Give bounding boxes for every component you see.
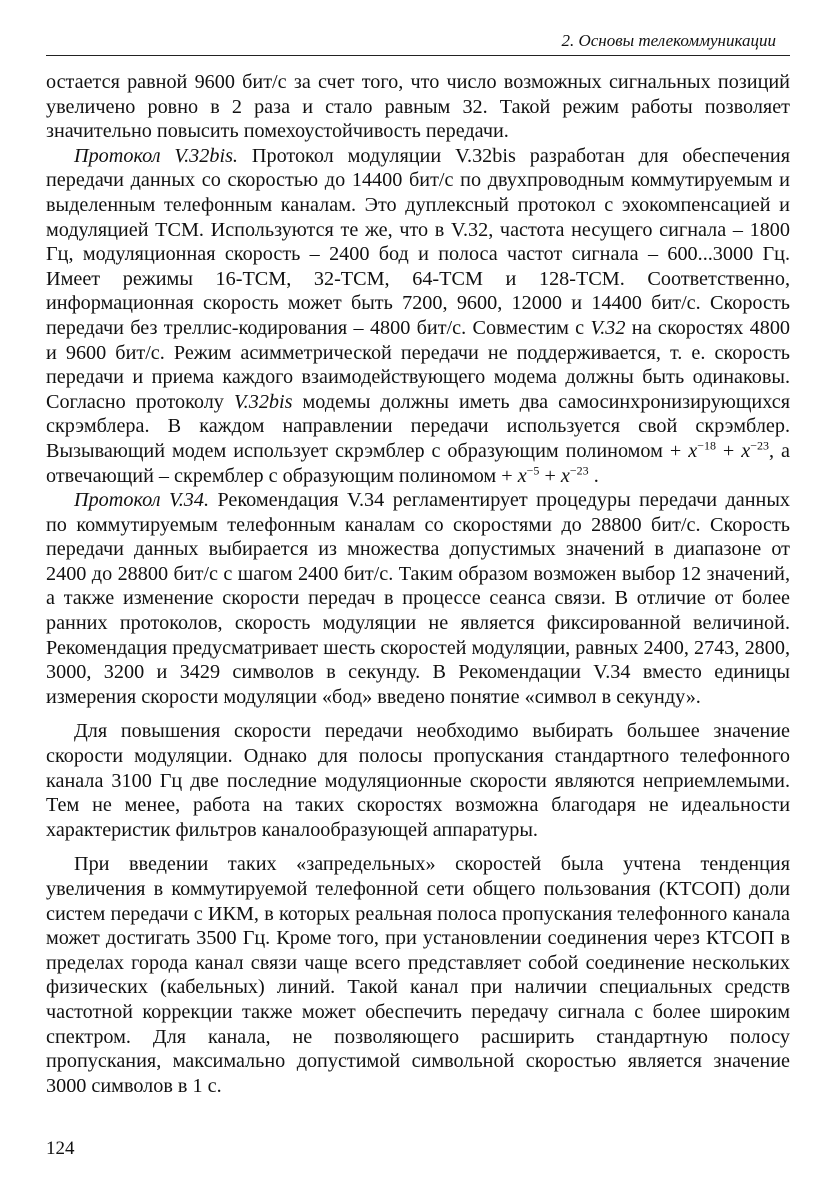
text-segment: Протокол модуляции V.32bis разработан для обеспечения передачи данных со скоростью до 14400 бит/с по двухпроводным коммутируемым и выделенным телефонным каналам. Это дуплексный протокол с эхокомпенсацией и модуляцией ТСМ. Используются те же, что в V.32, частота несущего сигнала – 1800 Гц, модуляционная скорость – 2400 бод и полоса частот сигнала – 600...3000 Гц. Имеет режимы 16-ТСМ, 32-ТСМ, 64-ТСМ и 128-ТСМ. Соответственно, информационная скорость может быть 7200, 9600, 12000 и 14400 бит/с. Скорость передачи без треллис-кодирования – 4800 бит/с. Совместим с (46, 144, 790, 339)
text-segment: Рекомендация V.34 регламентирует процедуры передачи данных по коммутируемым телефонным каналам со скоростями до 28800 бит/с. Скорость передачи данных выбирается из множества допустимых значений в диапазоне от 2400 до 28800 бит/с с шагом 2400 бит/с. Таким образом возможен выбор 12 значений, а также изменение скорости передач в процессе сеанса связи. В отличие от более ранних протоколов, скорость модуляции не является фиксированной величиной. Рекомендация предусматривает шесть скоростей модуляции, равных 2400, 2743, 2800, 3000, 3200 и 3429 символов в секунду. В Рекомендации V.34 вместо единицы измерения скорости модуляции «бод» введено понятие «символ в секунду». (46, 489, 791, 708)
polynomial-exponent: −18 (697, 438, 716, 453)
polynomial-exponent: −23 (750, 438, 770, 453)
protocol-title-v32bis: Протокол V.32bis. (74, 144, 238, 167)
protocol-ref-v32bis: V.32bis (233, 390, 293, 413)
polynomial-variable: x (741, 439, 751, 462)
text-segment: модемы должны иметь два самосинхронизирующихся скрэмблера. В каждом направлении передачи используется свой скрэмблер. Вызывающий модем использует скрэмблер с образующим полиномом + (46, 390, 790, 462)
polynomial-exponent: −23 (569, 462, 589, 477)
text-segment: , а отвечающий – скремблер с образующим полиномом + (46, 439, 790, 487)
protocol-title-v34: Протокол V.34. (74, 489, 209, 512)
paragraph-v32bis (46, 144, 790, 488)
polynomial-exponent: −5 (526, 462, 540, 477)
polynomial-variable: x (688, 439, 698, 462)
paragraph-ktsop: При введении таких «запредельных» скоростей была учтена тенденция увеличения в коммутируемой телефонной сети общего пользования (КТСОП) доли систем передачи с ИКМ, в которых реальная полоса пропускания телефонного канала может достигать 3500 Гц. Кроме того, при установлении соединения через КТСОП в пределах города канал связи чаще всего представляет собой соединение нескольких физических (кабельных) линий. Такой канал при наличии специальных средств частотной коррекции также может обеспечить передачу сигнала с более широким спектром. Для канала, не позволяющего расширить стандартную полосу пропускания, максимально допустимой символьной скоростью является значение 3000 символов в 1 с. (46, 853, 790, 1097)
text-segment: на скоростях 4800 и 9600 бит/с. Режим асимметрической передачи не поддерживается, т. е. скорость передачи и приема каждого взаимодействующего модема должны быть одинаковы. Согласно протоколу (46, 316, 791, 413)
running-head: 2. Основы телекоммуникации (46, 30, 790, 56)
text-segment: . (588, 464, 599, 487)
polynomial-variable: x (517, 464, 527, 487)
polynomial-variable: x (560, 464, 570, 487)
book-page (46, 30, 790, 1180)
protocol-ref-v32: V.32 (590, 316, 626, 339)
paragraph-v34 (46, 488, 790, 709)
paragraph-modulation-speed: Для повышения скорости передачи необходимо выбирать большее значение скорости модуляции. Однако для полосы пропускания стандартного телефонного канала 3100 Гц две последние модуляционные скорости являются неприемлемыми. Тем не менее, работа на таких скоростях возможна благодаря не идеальности характеристик фильтров каналообразующей аппаратуры. (46, 720, 790, 841)
body-text (46, 70, 790, 1098)
paragraph-continuation: остается равной 9600 бит/с за счет того, что число возможных сигнальных позиций увеличено ровно в 2 раза и стало равным 32. Такой режим работы позволяет значительно повысить помехоустойчивость передачи. (46, 71, 790, 143)
page-number: 124 (46, 1138, 75, 1159)
text-segment: + (715, 439, 742, 462)
text-segment: + (539, 464, 561, 487)
